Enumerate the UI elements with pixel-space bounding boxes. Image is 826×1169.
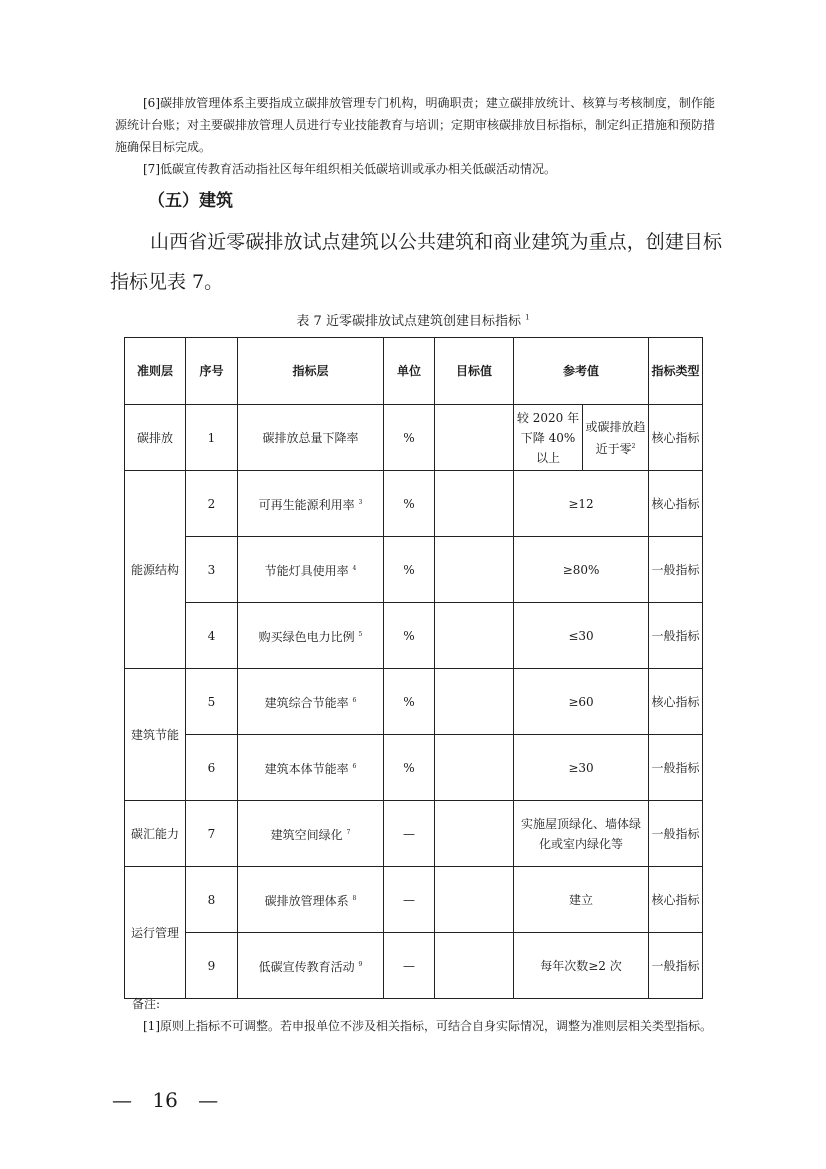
remarks-label: 备注: [132, 997, 161, 1011]
footnote-6: [6]碳排放管理体系主要指成立碳排放管理专门机构，明确职责；建立碳排放统计、核算与考核制度，制作能源统计台账；对主要碳排放管理人员进行专业技能教育与培训；定期审核碳排放目标指标，制定纠正措施和预防措施确保目标完成。 [115, 96, 716, 154]
row-reference-b-sup: 2 [631, 442, 636, 450]
row-unit: % [384, 735, 435, 801]
group-carbon-sink: 碳汇能力 [125, 801, 186, 867]
row-reference: 实施屋顶绿化、墙体绿化或室内绿化等 [514, 801, 649, 867]
row-target [435, 471, 514, 537]
row-indicator-name: 购买绿色电力比例 [258, 629, 355, 644]
row-target [435, 933, 514, 999]
row-indicator [238, 405, 384, 471]
table-header-row [125, 338, 703, 405]
row-type: 核心指标 [649, 867, 703, 933]
row-indicator [238, 933, 384, 999]
group-building-energy-saving: 建筑节能 [125, 669, 186, 801]
page-dash-right: — [198, 1088, 219, 1112]
row-target [435, 537, 514, 603]
row-type: 核心指标 [649, 669, 703, 735]
row-no: 1 [186, 405, 238, 471]
row-reference-b-text: 或碳排放趋近于零 [585, 419, 646, 456]
header-criteria: 准则层 [125, 338, 186, 405]
group-energy-structure: 能源结构 [125, 471, 186, 669]
header-reference: 参考值 [514, 338, 649, 405]
row-reference-a: 较 2020 年下降 40%以上 [514, 405, 583, 471]
row-indicator-name: 低碳宣传教育活动 [258, 959, 355, 974]
table-caption-sup: 1 [525, 313, 530, 322]
row-indicator [238, 867, 384, 933]
row-no: 8 [186, 867, 238, 933]
row-unit: — [384, 867, 435, 933]
row-indicator-name: 建筑空间绿化 [270, 827, 343, 842]
remarks [132, 993, 160, 1015]
row-reference: ≥30 [514, 735, 649, 801]
row-target [435, 735, 514, 801]
row-indicator-sup: 4 [352, 564, 357, 572]
row-indicator-name: 建筑本体节能率 [264, 761, 349, 776]
row-target [435, 801, 514, 867]
row-no: 5 [186, 669, 238, 735]
row-unit: % [384, 405, 435, 471]
row-indicator-sup: 7 [346, 828, 351, 836]
row-type: 核心指标 [649, 405, 703, 471]
row-type: 一般指标 [649, 933, 703, 999]
row-indicator [238, 801, 384, 867]
table-row [125, 801, 703, 867]
remark-item-1: [1]原则上指标不可调整。若申报单位不涉及相关指标，可结合自身实际情况，调整为准则层相关类型指标。 [143, 1019, 713, 1033]
row-indicator [238, 735, 384, 801]
row-reference: ≥12 [514, 471, 649, 537]
page-number [112, 1088, 218, 1112]
table-row [125, 933, 703, 999]
row-unit: — [384, 933, 435, 999]
table-caption [0, 310, 826, 329]
indicator-table [124, 337, 703, 999]
row-type: 一般指标 [649, 801, 703, 867]
row-no: 2 [186, 471, 238, 537]
row-indicator-sup: 3 [358, 498, 363, 506]
row-target [435, 867, 514, 933]
table-row [125, 537, 703, 603]
row-unit: — [384, 801, 435, 867]
table-row [125, 867, 703, 933]
row-reference: ≥60 [514, 669, 649, 735]
row-type: 一般指标 [649, 537, 703, 603]
row-indicator [238, 471, 384, 537]
row-unit: % [384, 537, 435, 603]
body-paragraph: 山西省近零碳排放试点建筑以公共建筑和商业建筑为重点，创建目标指标见表 7。 [110, 231, 722, 293]
row-unit: % [384, 669, 435, 735]
page-number-value: 16 [152, 1088, 178, 1112]
row-unit: % [384, 603, 435, 669]
row-reference: 每年次数≥2 次 [514, 933, 649, 999]
header-indicator: 指标层 [238, 338, 384, 405]
group-carbon-emission: 碳排放 [125, 405, 186, 471]
row-indicator-name: 节能灯具使用率 [264, 563, 349, 578]
row-indicator-name: 碳排放总量下降率 [262, 430, 359, 445]
row-type: 一般指标 [649, 735, 703, 801]
row-indicator-name: 建筑综合节能率 [264, 695, 349, 710]
row-indicator-name: 可再生能源利用率 [258, 497, 355, 512]
row-indicator-sup: 6 [352, 762, 357, 770]
table-row [125, 735, 703, 801]
row-indicator-name: 碳排放管理体系 [264, 893, 349, 908]
row-indicator-sup: 5 [358, 630, 363, 638]
row-indicator-sup: 6 [352, 696, 357, 704]
header-target: 目标值 [435, 338, 514, 405]
row-type: 核心指标 [649, 471, 703, 537]
row-no: 7 [186, 801, 238, 867]
row-no: 6 [186, 735, 238, 801]
row-no: 4 [186, 603, 238, 669]
row-reference-b [583, 405, 649, 471]
header-unit: 单位 [384, 338, 435, 405]
row-reference: ≤30 [514, 603, 649, 669]
row-no: 3 [186, 537, 238, 603]
table-row [125, 669, 703, 735]
footnote-7: [7]低碳宣传教育活动指社区每年组织相关低碳培训或承办相关低碳活动情况。 [143, 162, 557, 176]
page-dash-left: — [112, 1088, 132, 1112]
row-reference: ≥80% [514, 537, 649, 603]
row-unit: % [384, 471, 435, 537]
row-indicator [238, 603, 384, 669]
row-target [435, 669, 514, 735]
table-row [125, 471, 703, 537]
table-caption-text: 表 7 近零碳排放试点建筑创建目标指标 [296, 314, 521, 329]
row-target [435, 603, 514, 669]
header-type: 指标类型 [649, 338, 703, 405]
row-indicator-sup: 8 [352, 894, 357, 902]
section-title: （五）建筑 [148, 191, 233, 211]
header-no: 序号 [186, 338, 238, 405]
row-indicator [238, 537, 384, 603]
group-operation-management: 运行管理 [125, 867, 186, 999]
row-no: 9 [186, 933, 238, 999]
table-row [125, 405, 703, 471]
row-indicator-sup: 9 [358, 960, 363, 968]
row-type: 一般指标 [649, 603, 703, 669]
row-target [435, 405, 514, 471]
row-indicator [238, 669, 384, 735]
table-row [125, 603, 703, 669]
row-reference: 建立 [514, 867, 649, 933]
